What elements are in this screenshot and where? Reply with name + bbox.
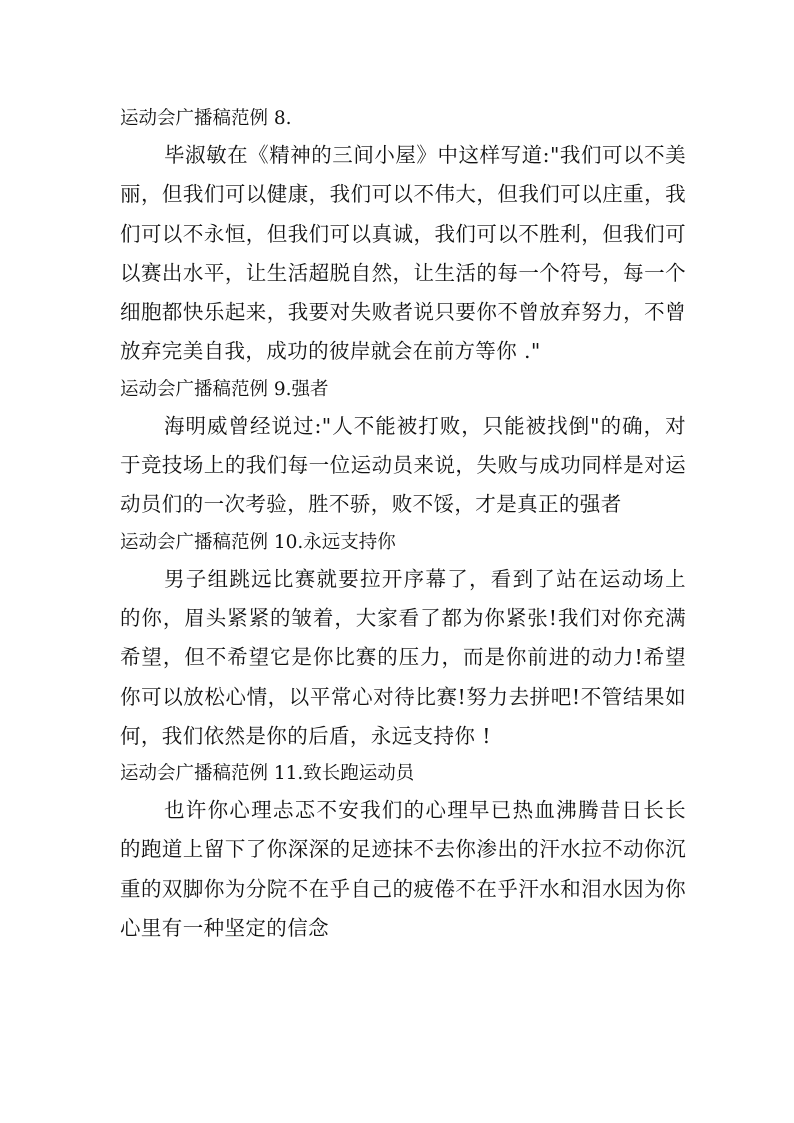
section-body: 毕淑敏在《精神的三间小屋》中这样写道:"我们可以不美丽，但我们可以健康，我们可以不伟大，但我们可以庄重，我们可以不永恒，但我们可以真诚，我们可以不胜利，但我们可以赛出水平，让生活超脱自然，让生活的每一个符号，每一个细胞都快乐起来，我要对失败者说只要你不曾放弃努力，不曾放弃完美自我，成功的彼岸就会在前方等你 ." (120, 143, 686, 364)
section-10 (120, 525, 686, 756)
document-page (120, 101, 686, 948)
section-heading: 运动会广播稿范例 9.强者 (120, 378, 329, 400)
section-body: 海明威曾经说过:"人不能被打败，只能被找倒"的确，对于竞技场上的我们每一位运动员来说，失败与成功同样是对运动员们的一次考验，胜不骄，败不馁，才是真正的强者 (120, 413, 686, 517)
section-heading: 运动会广播稿范例 8. (120, 108, 292, 129)
section-11 (120, 756, 686, 948)
section-9 (120, 372, 686, 525)
section-8 (120, 101, 686, 372)
section-body: 男子组跳远比赛就要拉开序幕了，看到了站在运动场上的你，眉头紧紧的皱着，大家看了都为你紧张!我们对你充满希望，但不希望它是你比赛的压力，而是你前进的动力!希望你可以放松心情，以平常心对待比赛!努力去拼吧!不管结果如何，我们依然是你的后盾，永远支持你 ! (120, 566, 686, 748)
section-body: 也许你心理忐忑不安我们的心理早已热血沸腾昔日长长的跑道上留下了你深深的足迹抹不去你渗出的汗水拉不动你沉重的双脚你为分院不在乎自己的疲倦不在乎汗水和泪水因为你心里有一种坚定的信念 (120, 798, 686, 941)
section-heading: 运动会广播稿范例 10.永远支持你 (120, 531, 396, 553)
section-heading: 运动会广播稿范例 11.致长跑运动员 (120, 763, 415, 785)
